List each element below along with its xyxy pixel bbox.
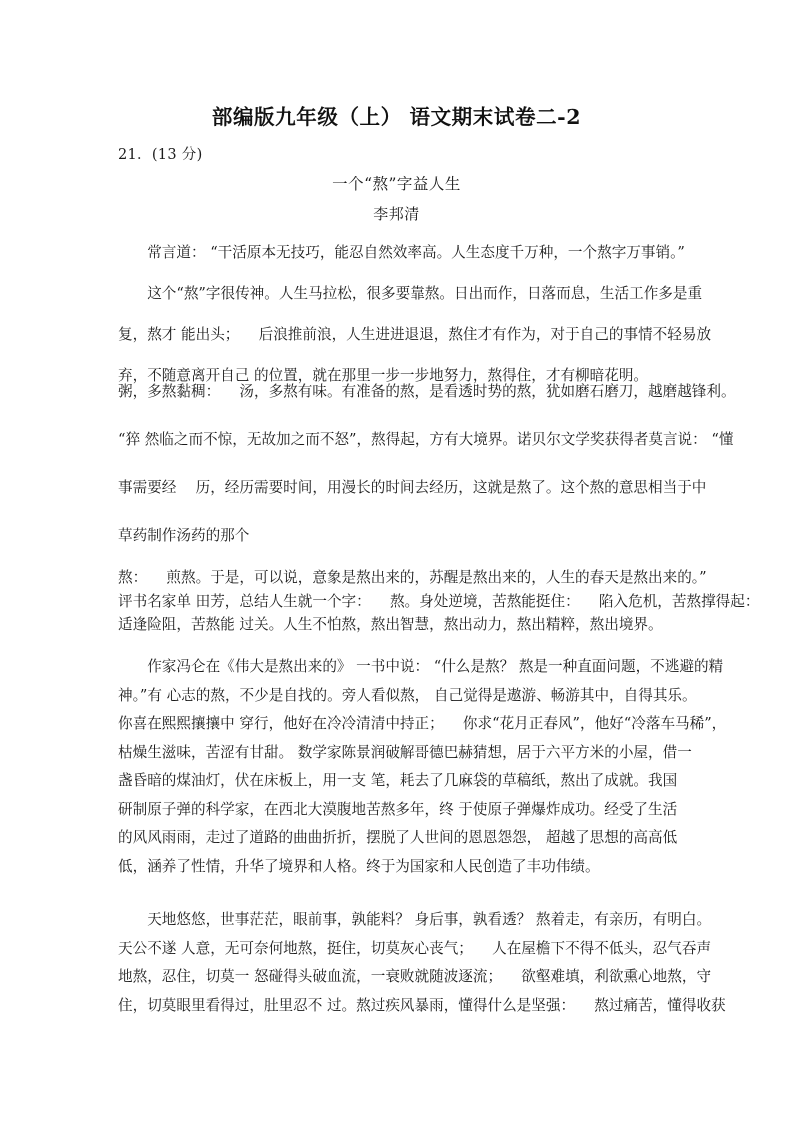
text-line: 这个“熬”字很传神。人生马拉松，很多要靠熬。日出而作，日落而息，生活工作多是重 — [118, 285, 703, 302]
text-line: 天地悠悠，世事茫茫，眼前事，孰能料？ 身后事，孰看透？ 熬着走，有亲历，有明白。 — [118, 911, 712, 928]
paragraph-block-2 — [118, 368, 736, 560]
paragraph-block-4 — [118, 653, 727, 881]
text-line: 低，涵养了性情，升华了境界和人格。终于为国家和人民创造了丰功伟绩。 — [118, 857, 600, 875]
text-line: 的风风雨雨，走过了道路的曲曲折折，摆脱了人世间的恩恩怨怨， 超越了思想的高高低 — [118, 829, 678, 846]
text-line: “猝 然临之而不惊，无故加之而不怒”，熬得起，方有大境界。诺贝尔文学奖获得者莫言说： “懂 — [118, 431, 734, 448]
text-line: 复，熬才 能出头； 后浪推前浪，人生进进退退，熬住才有作为，对于自己的事情不轻易放 — [118, 326, 712, 343]
text-line: 事需要经 历，经历需要时间，用漫长的时间去经历，这就是熬了。这个熬的意思相当于中 — [118, 479, 707, 496]
text-line: 熬： 煎熬。于是，可以说，意象是熬出来的，苏醒是熬出来的，人生的春天是熬出来的。” — [118, 569, 707, 586]
article-title: 一个“熬”字益人生 — [332, 175, 461, 193]
page-title: 部编版九年级（上） 语文期末试卷二-2 — [211, 105, 582, 129]
text-line: 你喜在熙熙攘攘中 穿行，他好在冷冷清清中持正； 你求“花月正春风”，他好“冷落车马稀”， — [118, 715, 727, 732]
text-line: 常言道： “干活原本无技巧，能忍自然效率高。人生态度千万种，一个熬字万事销。” — [118, 244, 685, 261]
text-line: 枯燥生滋味，苦涩有甘甜。 数学家陈景润破解哥德巴赫猜想，居于六平方米的小屋，借一 — [118, 743, 692, 761]
text-line: 研制原子弹的科学家，在西北大漠腹地苦熬多年，终 于使原子弹爆炸成功。经受了生活 — [118, 800, 678, 818]
question-number: 21．(13 分) — [118, 147, 203, 163]
text-line: 盏昏暗的煤油灯，伏在床板上，用一支 笔，耗去了几麻袋的草稿纸，熬出了成就。我国 — [118, 772, 678, 789]
text-line: 神。”有 心志的熬，不少是自找的。旁人看似熬， 自己觉得是遨游、畅游其中，自得其乐。 — [118, 686, 697, 704]
article-author: 李邦清 — [373, 205, 420, 223]
text-line: 天公不遂 人意，无可奈何地熬，挺住，切莫灰心丧气； 人在屋檐下不得不低头，忍气吞声 — [118, 939, 712, 957]
text-line: 评书名家单 田芳，总结人生就一个字： 熬。身处逆境，苦熬能挺住： 陷入危机，苦熬撑得起： — [118, 592, 760, 610]
text-line: 弃，不随意离开自己 的位置，就在那里一步一步地努力，熬得住，才有柳暗花明。 — [118, 367, 649, 384]
paragraph-block-3 — [118, 566, 760, 637]
text-line: 地熬，忍住，切莫一 怒碰得头破血流，一衰败就随波逐流； 欲壑难填，利欲熏心地熬，守 — [118, 968, 712, 985]
text-line: 粥，多熬黏稠： 汤，多熬有味。有准备的熬，是看透时势的熬，犹如磨石磨刀，越磨越锋利。 — [118, 383, 736, 400]
text-line: 适逢险阻，苦熬能 过关。人生不怕熬，熬出智慧，熬出动力，熬出精粹，熬出境界。 — [118, 616, 663, 633]
text-line: 草药制作汤药的那个 — [118, 527, 250, 544]
text-line: 住，切莫眼里看得过，肚里忍不 过。熬过疾风暴雨，懂得什么是坚强： 熬过痛苦，懂得收获 — [118, 996, 726, 1014]
paragraph-block-5 — [118, 906, 726, 1020]
text-line: 作家冯仑在《伟大是熬出来的》 一书中说： “什么是熬？ 熬是一种直面问题，不逃避的精 — [118, 658, 724, 675]
